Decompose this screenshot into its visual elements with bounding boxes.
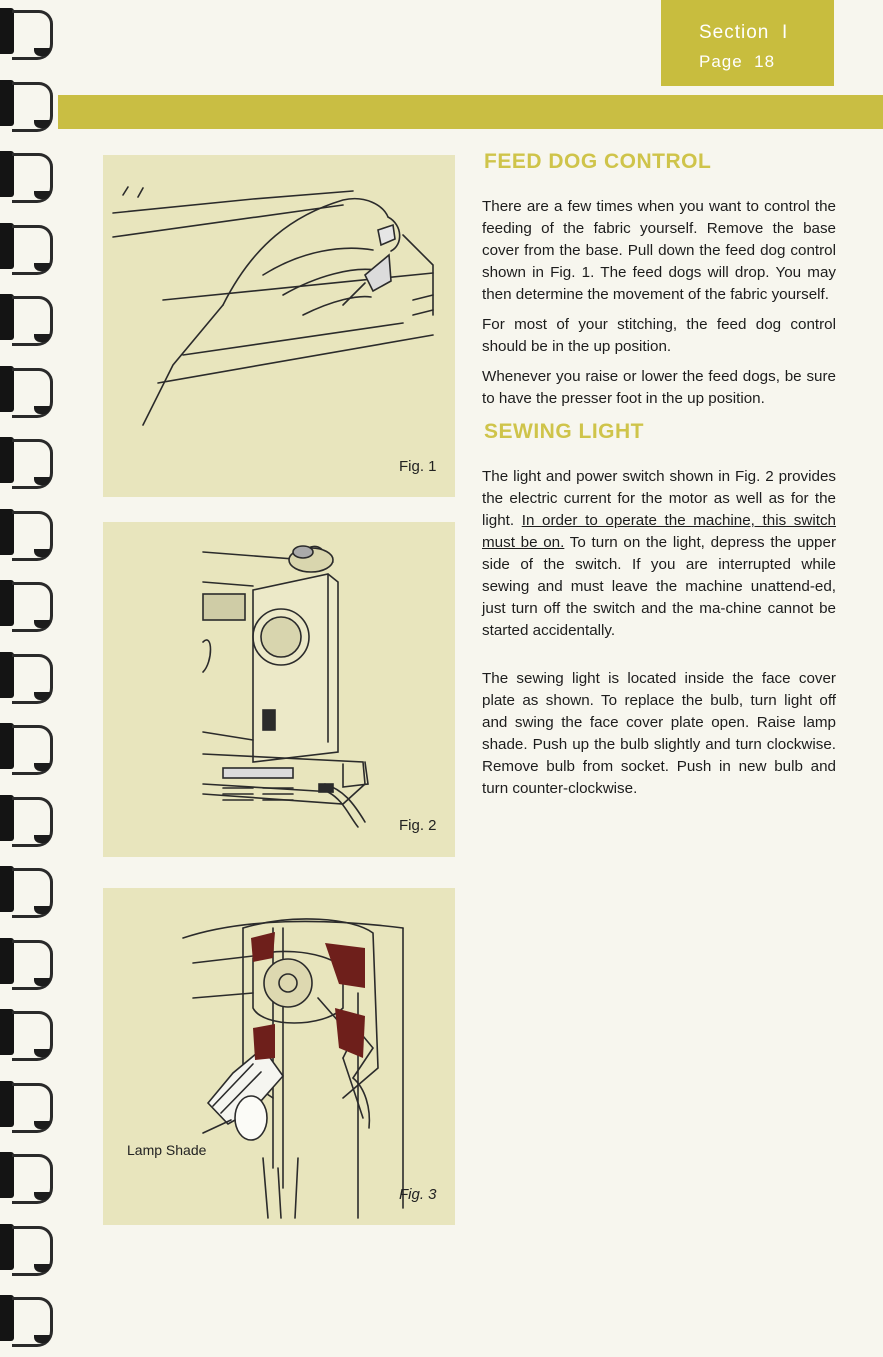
lamp-shade-label: Lamp Shade — [127, 1142, 207, 1158]
binding-ring — [0, 215, 54, 285]
hand-feed-dog-illustration — [103, 155, 455, 497]
binding-ring — [0, 1287, 54, 1357]
figure-1-caption: Fig. 1 — [399, 458, 437, 475]
sewing-light-paragraph-2: The sewing light is located inside the face cover plate as shown. To replace the bulb, turn light off and swing the face cover plate open. Raise lamp shade. Push up the bulb slightly and turn clockwise. Remove bulb from socket. Push in new bulb and turn counter-clockwise. — [482, 670, 836, 797]
binding-ring — [0, 644, 54, 714]
text-column — [482, 150, 836, 808]
binding-ring — [0, 358, 54, 428]
feed-dog-paragraph-3: Whenever you raise or lower the feed dogs, be sure to have the presser foot in the up position. — [482, 368, 836, 407]
binding-ring — [0, 1073, 54, 1143]
sewing-light-paragraph-1: The light and power switch shown in Fig. 2 provides the electric current for the motor as well as for the light. In order to operate the machine, this switch must be on. To turn on the light, depress the upper side of the switch. If you are interrupted while sewing and must leave the machine unattend-ed, just turn off the switch and the ma-chine cannot be started accidentally. — [482, 468, 837, 639]
binding-ring — [0, 715, 54, 785]
feed-dog-paragraph-1: There are a few times when you want to control the feeding of the fabric yourself. Remove the base cover from the base. Pull down the feed dog control shown in Fig. 1. The feed dogs will drop. You may then determine the movement of the fabric yourself. — [482, 198, 836, 303]
binding-ring — [0, 286, 54, 356]
binding-ring — [0, 1216, 54, 1286]
page-label: Page 18 — [699, 52, 776, 71]
binding-ring — [0, 72, 54, 142]
warning-underlined-text: In order to operate the machine, this switch must be on. — [482, 512, 836, 551]
header-band — [58, 95, 883, 129]
figure-1-panel — [103, 155, 455, 497]
binding-ring — [0, 0, 54, 70]
figure-2-caption: Fig. 2 — [399, 817, 437, 834]
binding-ring — [0, 858, 54, 928]
sewing-machine-switch-illustration — [103, 522, 455, 857]
section-tab — [661, 0, 834, 86]
binding-ring — [0, 787, 54, 857]
page-number: 18 — [754, 52, 776, 71]
binding-ring — [0, 143, 54, 213]
spiral-binding — [0, 0, 58, 1350]
binding-ring — [0, 1001, 54, 1071]
lamp-shade-illustration — [103, 888, 455, 1225]
figure-3-panel — [103, 888, 455, 1225]
binding-ring — [0, 1144, 54, 1214]
feed-dog-paragraph-2: For most of your stitching, the feed dog control should be in the up position. — [482, 316, 836, 355]
figure-2-panel — [103, 522, 455, 857]
section-number: I — [781, 22, 789, 43]
binding-ring — [0, 429, 54, 499]
binding-ring — [0, 501, 54, 571]
feed-dog-heading: FEED DOG CONTROL — [484, 150, 712, 173]
figure-3-caption: Fig. 3 — [399, 1186, 437, 1203]
section-label: Section I — [699, 22, 789, 43]
binding-ring — [0, 572, 54, 642]
sewing-light-heading: SEWING LIGHT — [484, 420, 644, 443]
binding-ring — [0, 930, 54, 1000]
